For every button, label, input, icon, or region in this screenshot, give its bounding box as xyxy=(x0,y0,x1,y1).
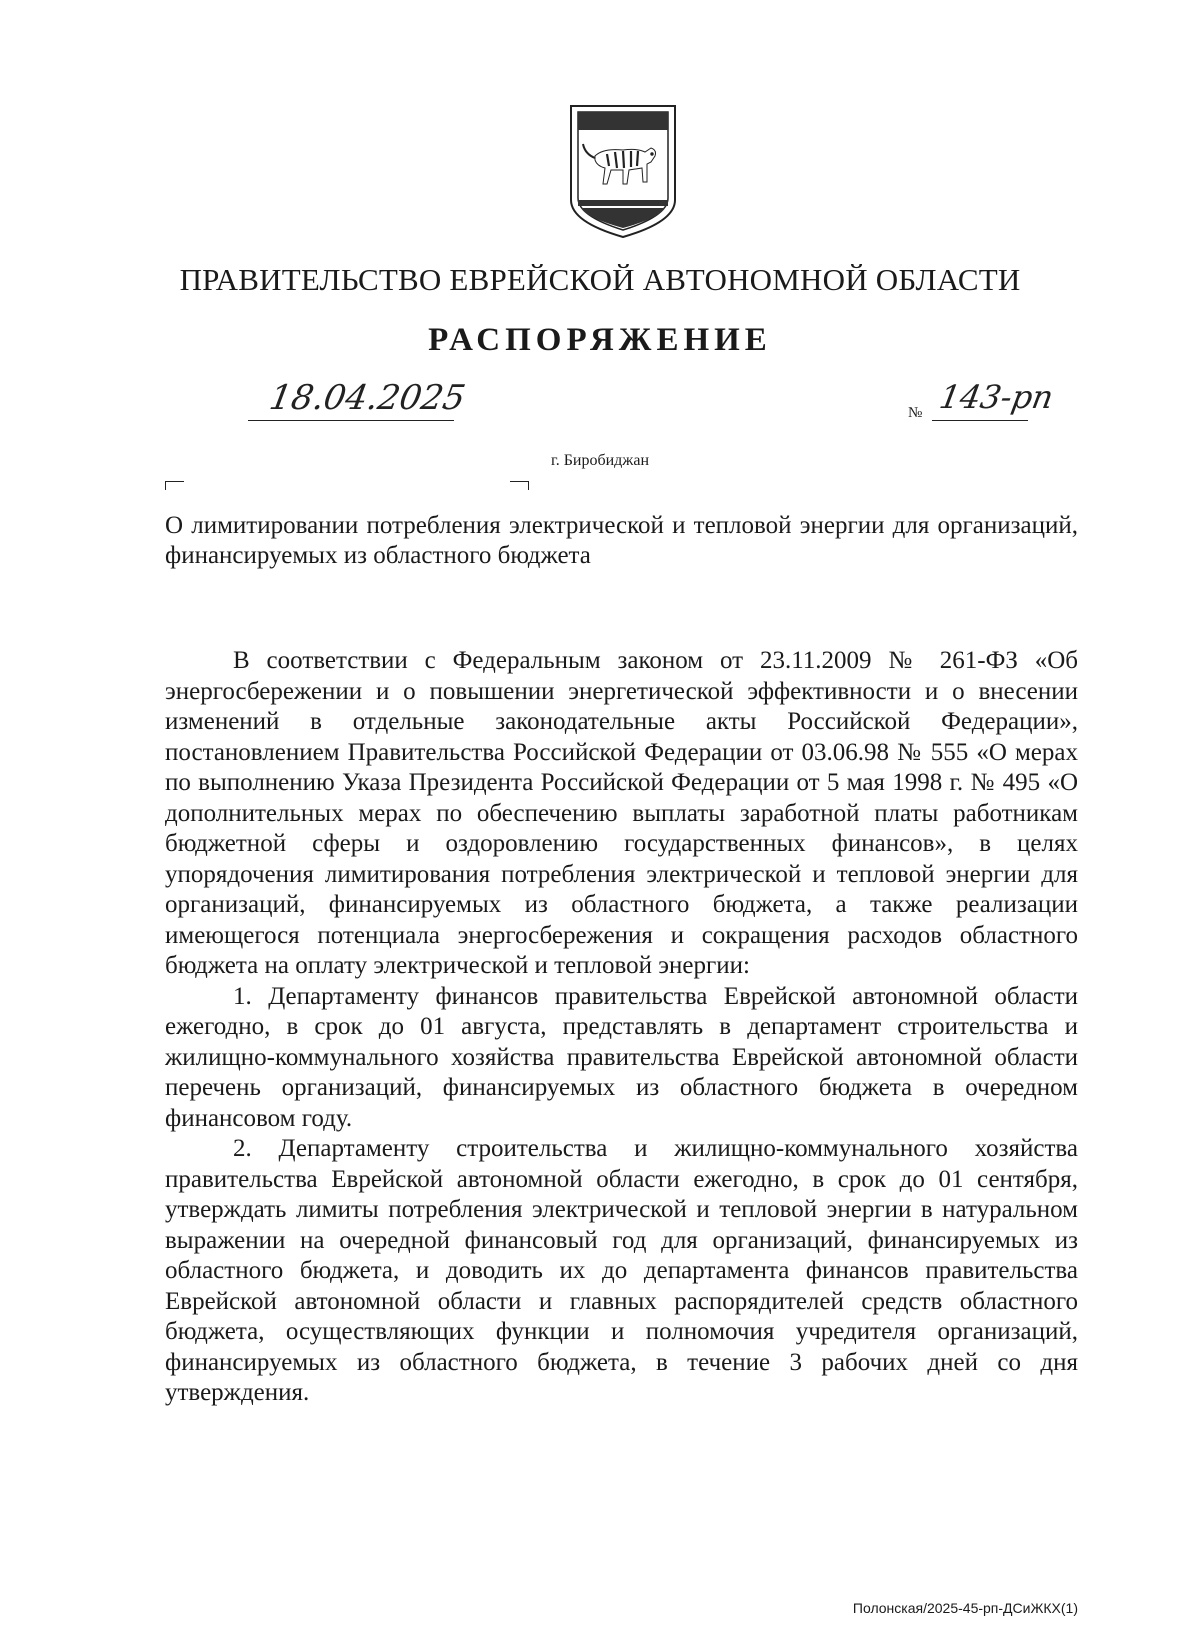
document-subject: О лимитировании потребления электрической и тепловой энергии для организаций, финансируемых из областного бюджета xyxy=(165,512,1078,569)
subject-corner-right xyxy=(510,481,529,490)
body-paragraph-1: 1. Департаменту финансов правительства Еврейской автономной области ежегодно, в срок до 01 августа, представлять в департамент строительства и жилищно-коммунального хозяйства правительства Еврейской автономной области перечень организаций, финансируемых из областного бюджета в очередном финансовом году. xyxy=(165,982,1078,1132)
subject-corner-left xyxy=(165,481,184,490)
body-paragraph-preamble: В соответствии с Федеральным законом от 23.11.2009 № 261-ФЗ «Об энергосбережении и о повышении энергетической эффективности и о внесении изменений в отдельные законодательные акты Российской Федерации», постановлением Правительства Российской Федерации от 03.06.98 № 555 «О мерах по выполнению Указа Президента Российской Федерации от 5 мая 1998 г. № 495 «О дополнительных мерах по обеспечению выплаты заработной платы работникам бюджетной сферы и оздоровлению государственных финансов», в целях упорядочения лимитирования потребления электрической и тепловой энергии для организаций, финансируемых из областного бюджета, а также реализации имеющегося потенциала энергосбережения и сокращения расходов областного бюджета на оплату электрической и тепловой энергии: xyxy=(165,647,1078,979)
handwritten-number: 143-рп xyxy=(936,378,1057,416)
document-body xyxy=(165,646,1078,1409)
number-label: № xyxy=(908,405,923,421)
document-type-title: РАСПОРЯЖЕНИЕ xyxy=(428,322,772,358)
number-underline xyxy=(932,420,1028,421)
city-name: г. Биробиджан xyxy=(550,452,650,469)
date-underline xyxy=(248,420,454,421)
body-paragraph-2: 2. Департаменту строительства и жилищно-коммунального хозяйства правительства Еврейской автономной области ежегодно, в срок до 01 сентября, утверждать лимиты потребления электрической и тепловой энергии в натуральном выражении на очередной финансовый год для организаций, финансируемых из областного бюджета, и доводить их до департамента финансов правительства Еврейской автономной области и главных распорядителей средств областного бюджета, осуществляющих функции и полномочия учредителя организаций, финансируемых из областного бюджета, в течение 3 рабочих дней со дня утверждения. xyxy=(165,1135,1078,1406)
handwritten-date: 18.04.2025 xyxy=(266,378,469,418)
government-title: ПРАВИТЕЛЬСТВО ЕВРЕЙСКОЙ АВТОНОМНОЙ ОБЛАСТИ xyxy=(179,262,1021,297)
tiger-coat-of-arms-icon xyxy=(567,104,679,240)
footer-reference: Полонская/2025-45-рп-ДСиЖКХ(1) xyxy=(852,1600,1078,1616)
